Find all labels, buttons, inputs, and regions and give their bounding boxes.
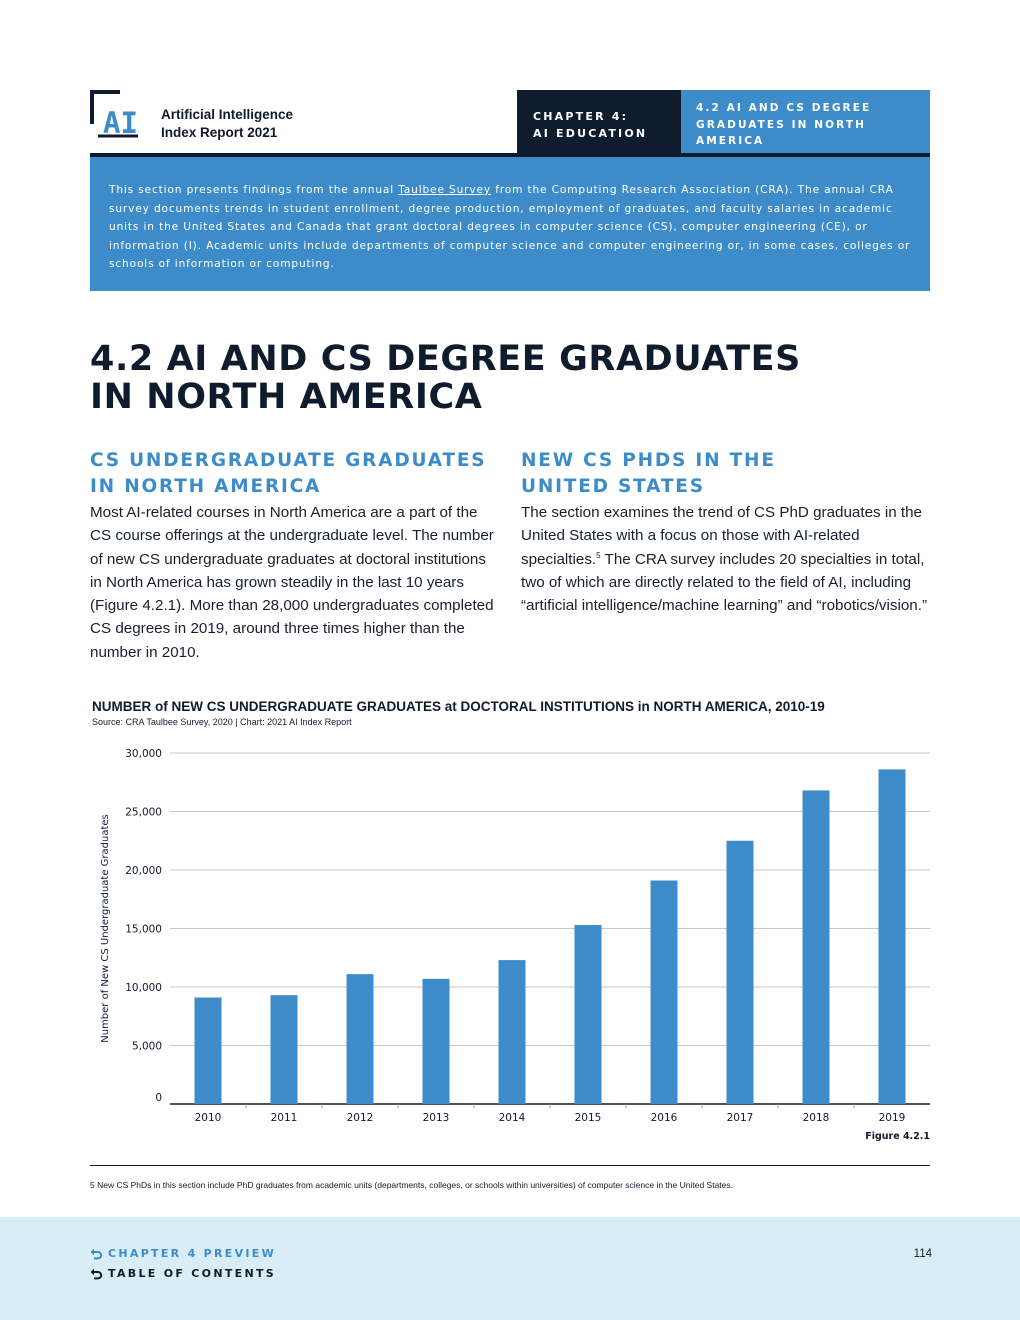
cs-phd-heading — [521, 448, 931, 500]
y-tick-label: 5,000 — [131, 1040, 162, 1053]
x-tick-label: 2013 — [422, 1112, 450, 1124]
cs-phd-body-part1: The section examines the trend of CS PhD graduates in the United States with a focus on those with AI-related specialties. — [521, 504, 923, 568]
bar-2013 — [423, 979, 450, 1104]
ai-logo-icon — [90, 90, 146, 138]
y-tick-label: 15,000 — [125, 923, 162, 936]
y-tick-label: 20,000 — [125, 865, 162, 877]
bar-2015 — [575, 925, 602, 1104]
report-name — [161, 106, 293, 142]
figure-label: Figure 4.2.1 — [865, 1131, 930, 1142]
x-tick-label: 2012 — [346, 1112, 374, 1124]
bar-2016 — [651, 881, 678, 1104]
cs-phd-body — [521, 501, 931, 617]
chart-title: NUMBER of NEW CS UNDERGRADUATE GRADUATES at DOCTORAL INSTITUTIONS in NORTH AMERICA, 2010-19 — [92, 699, 825, 714]
intro-text-rest: from the Computing Research Association (CRA). The annual CRA survey documents trends in student enrollment, degree production, employment of graduates, and faculty salaries in academic units in the United States and Canada that grant doctoral degrees in computer science (CS), computer engineering (CE), or information (I). Academic units include departments of computer science and computer engineering or, in some cases, colleges or schools of information or computing. — [109, 184, 911, 271]
cs-undergrad-body: Most AI-related courses in North America are a part of the CS course offerings at the undergraduate level. The number of new CS undergraduate graduates at doctoral institutions in North America has grown steadily in the last 10 years (Figure 4.2.1). More than 28,000 undergraduates completed CS degrees in 2019, around three times higher than the number in 2010. — [90, 504, 494, 661]
y-axis-title: Number of New CS Undergraduate Graduates — [100, 814, 111, 1043]
report-name-line1: Artificial Intelligence — [161, 107, 294, 122]
footnote-text: 5 New CS PhDs in this section include PhD graduates from academic units (departments, colleges, or schools within universities) of computer science in the United States. — [90, 1180, 733, 1190]
chapter-preview-link[interactable] — [90, 1247, 276, 1260]
chart-source: Source: CRA Taulbee Survey, 2020 | Chart: 2021 AI Index Report — [92, 717, 352, 727]
intro-box — [90, 157, 930, 291]
x-tick-label: 2018 — [802, 1112, 830, 1124]
section-tab-line2: GRADUATES IN NORTH — [696, 118, 867, 131]
right-column — [521, 448, 931, 617]
chapter-preview-label: CHAPTER 4 PREVIEW — [108, 1247, 277, 1260]
chapter-tab-line1: CHAPTER 4: — [533, 110, 629, 123]
page-title — [90, 340, 910, 416]
cs-phd-heading-line2: UNITED STATES — [521, 476, 705, 497]
page-title-line2: IN NORTH AMERICA — [90, 377, 483, 417]
table-of-contents-label: TABLE OF CONTENTS — [108, 1267, 276, 1280]
x-tick-label: 2016 — [650, 1112, 678, 1124]
footnote-divider — [90, 1165, 930, 1166]
x-tick-label: 2017 — [726, 1112, 754, 1124]
taulbee-survey-link[interactable]: Taulbee Survey — [398, 184, 491, 196]
y-tick-label: 25,000 — [125, 806, 162, 819]
bar-chart — [90, 740, 932, 1126]
ai-index-logo — [90, 90, 146, 138]
x-tick-label: 2019 — [878, 1112, 906, 1124]
bar-2017 — [727, 841, 754, 1104]
report-name-line2: Index Report 2021 — [161, 125, 278, 140]
cs-phd-heading-line1: NEW CS PHDS IN THE — [521, 450, 776, 471]
bar-2011 — [271, 995, 298, 1104]
bar-2010 — [195, 998, 222, 1104]
chapter-tab-line2: AI EDUCATION — [533, 127, 648, 140]
bar-2014 — [499, 960, 526, 1104]
cs-undergrad-heading-line1: CS UNDERGRADUATE GRADUATES — [90, 450, 487, 471]
x-tick-label: 2014 — [498, 1112, 526, 1124]
page-number: 114 — [913, 1248, 932, 1260]
section-tab-line3: AMERICA — [696, 135, 765, 147]
footnote-ref[interactable]: 5 — [596, 550, 601, 560]
y-tick-label: 30,000 — [125, 748, 162, 760]
chapter-tab[interactable] — [517, 90, 681, 154]
left-column — [90, 448, 500, 664]
table-of-contents-link[interactable] — [90, 1267, 276, 1280]
bar-2012 — [347, 974, 374, 1104]
cs-phd-body-part2: The CRA survey includes 20 specialties in total, two of which are directly related to the field of AI, including “artificial intelligence/machine learning” and “robotics/vision.” — [521, 550, 928, 615]
x-tick-label: 2010 — [194, 1112, 222, 1124]
y-tick-label: 0 — [155, 1092, 162, 1104]
return-arrow-icon — [90, 1268, 103, 1280]
page-title-line1: 4.2 AI AND CS DEGREE GRADUATES — [90, 339, 801, 379]
y-tick-label: 10,000 — [125, 982, 162, 994]
x-tick-label: 2015 — [574, 1112, 602, 1124]
cs-undergrad-heading-line2: IN NORTH AMERICA — [90, 476, 322, 497]
intro-text-start: This section presents findings from the annual — [109, 184, 399, 196]
x-tick-label: 2011 — [270, 1112, 298, 1124]
return-arrow-icon — [90, 1248, 103, 1260]
section-tab[interactable] — [681, 90, 930, 154]
cs-undergrad-heading — [90, 448, 500, 500]
section-tab-line1: 4.2 AI AND CS DEGREE — [696, 102, 872, 114]
svg-text:AI: AI — [103, 106, 138, 138]
bar-2019 — [879, 769, 906, 1104]
bar-2018 — [803, 790, 830, 1104]
